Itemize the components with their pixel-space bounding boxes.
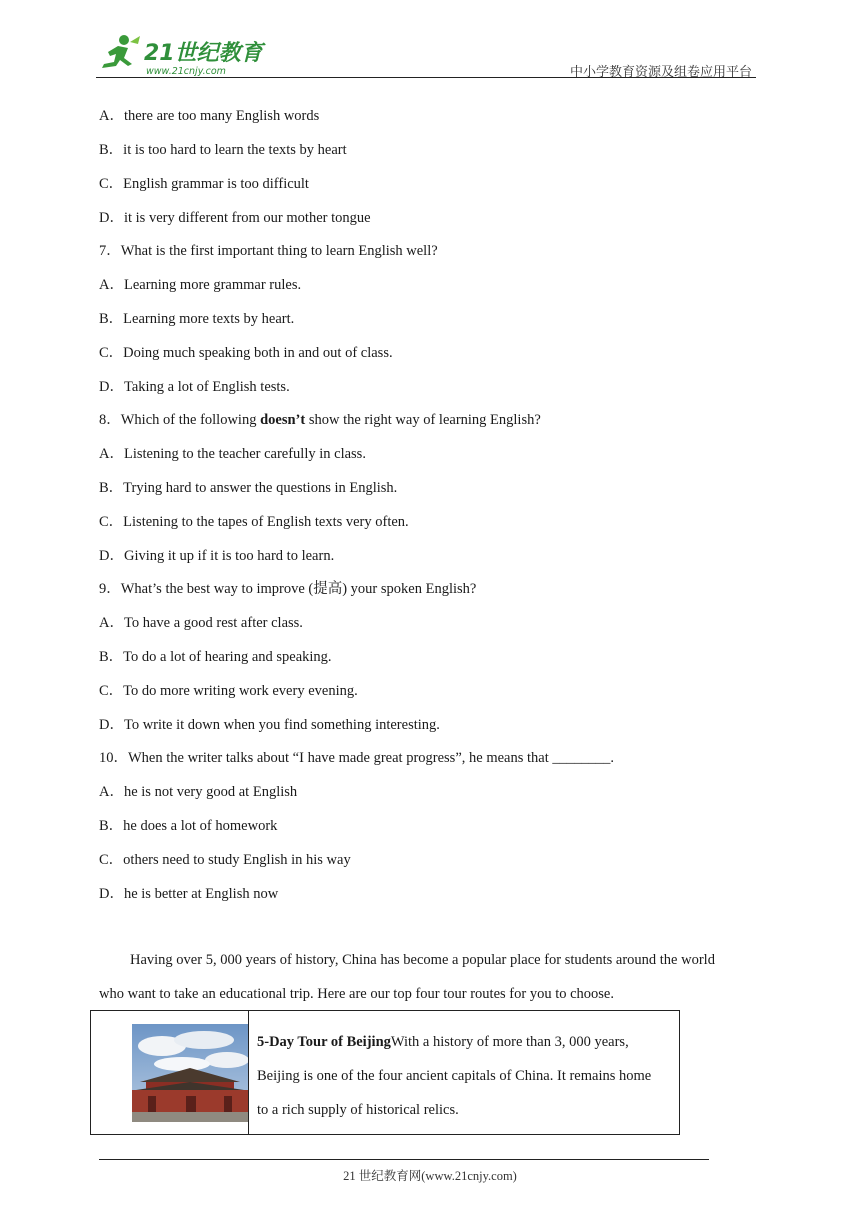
logo [96,32,266,78]
header-divider [96,77,756,78]
question-line: 7．What is the first important thing to learn English well? [99,243,438,259]
tour-title: 5-Day Tour of Beijing [257,1034,391,1050]
option-line: B．To do a lot of hearing and speaking. [99,649,332,665]
passage-line-1: Having over 5, 000 years of history, China has become a popular place for students around the world [130,952,715,968]
option-line: A．Listening to the teacher carefully in class. [99,446,366,462]
tour-table [90,1010,680,1135]
question-line [99,411,541,429]
tour-description [257,1025,677,1127]
option-line: C．Doing much speaking both in and out of class. [99,345,393,361]
option-line: B．he does a lot of homework [99,818,278,834]
svg-text:www.21cnjy.com: www.21cnjy.com [146,66,226,77]
passage-line-2: who want to take an educational trip. Here are our top four tour routes for you to choose. [99,986,614,1002]
forbidden-city-photo-icon [132,1024,248,1122]
option-line: C．English grammar is too difficult [99,176,309,192]
option-line: B．it is too hard to learn the texts by heart [99,142,347,158]
tour-image-cell [91,1011,249,1134]
option-line: B．Trying hard to answer the questions in English. [99,480,398,496]
option-line: D．it is very different from our mother tongue [99,210,371,226]
option-line: D．To write it down when you find something interesting. [99,717,440,733]
option-line: A．To have a good rest after class. [99,615,303,631]
option-line: D．he is better at English now [99,886,279,902]
option-line: A．he is not very good at English [99,784,298,800]
tour-line-2: Beijing is one of the four ancient capitals of China. It remains home [257,1068,652,1084]
platform-title: 中小学教育资源及组卷应用平台 [569,65,752,80]
option-line: D．Giving it up if it is too hard to learn. [99,548,335,564]
question-prefix: 8．Which of the following [99,412,261,428]
page-footer: 21 世纪教育网(www.21cnjy.com) [343,1169,517,1183]
tour-line-1 [257,1025,677,1059]
page-header [96,30,756,78]
question-emphasis: doesn’t [260,412,306,428]
option-line: A．Learning more grammar rules. [99,277,302,293]
question-suffix: show the right way of learning English? [305,412,541,428]
tour-line-3: to a rich supply of historical relics. [257,1102,459,1118]
question-line: 9．What’s the best way to improve (提高) your spoken English? [99,581,477,597]
option-line: C．Listening to the tapes of English texts very often. [99,514,409,530]
option-line: C．others need to study English in his way [99,852,351,868]
footer-divider [99,1159,709,1160]
option-line: B．Learning more texts by heart. [99,311,295,327]
option-line: D．Taking a lot of English tests. [99,379,290,395]
option-line: C．To do more writing work every evening. [99,683,358,699]
tour-intro: With a history of more than 3, 000 years, [390,1034,629,1050]
question-line: 10．When the writer talks about “I have made great progress”, he means that ________. [99,750,614,766]
runner-logo-icon [96,32,266,78]
svg-text:21世纪教育: 21世纪教育 [144,41,263,66]
option-line: A．there are too many English words [99,108,320,124]
